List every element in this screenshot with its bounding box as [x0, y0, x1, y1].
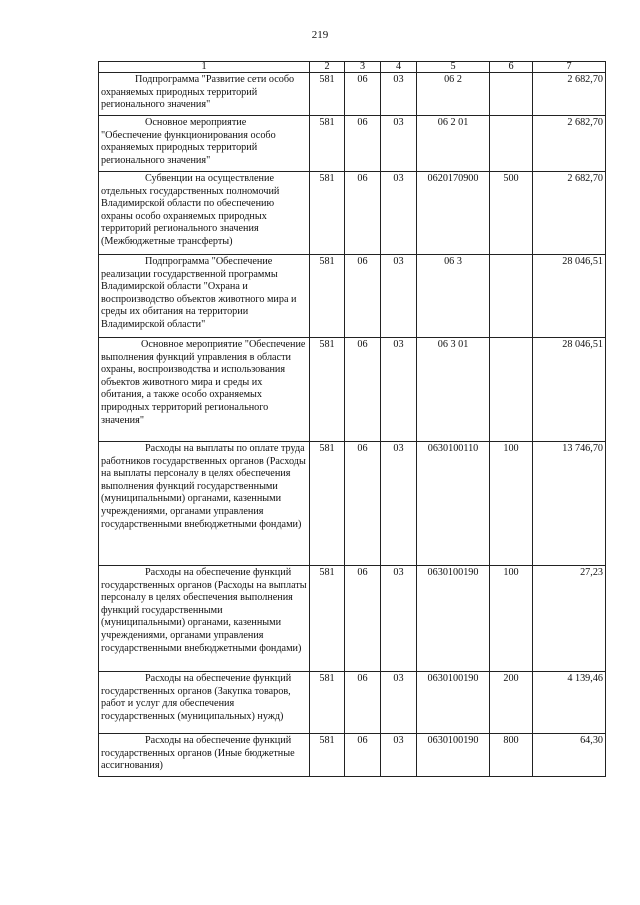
row-name: Основное мероприятие "Обеспечение выполнения функций управления в области охраны, воспроизводства и использования объектов животного мира и среды их обитания, а также особо охраняемых природных территорий регионального значения" [99, 338, 310, 442]
cell-target-article: 06 3 01 [417, 338, 490, 442]
cell-section: 06 [345, 566, 381, 672]
cell-target-article: 06 2 01 [417, 116, 490, 172]
cell-section: 06 [345, 442, 381, 566]
cell-target-article: 06 2 [417, 73, 490, 116]
row-name: Расходы на обеспечение функций государственных органов (Иные бюджетные ассигнования) [99, 734, 310, 777]
cell-section: 06 [345, 338, 381, 442]
cell-subsection: 03 [381, 73, 417, 116]
page-number: 219 [311, 29, 329, 41]
column-header: 4 [381, 62, 417, 73]
row-name: Расходы на обеспечение функций государственных органов (Расходы на выплаты персоналу в целях обеспечения выполнения функций государственными (муниципальными) органами, казенными учреждениями, органами управления государственными внебюджетными фондами) [99, 566, 310, 672]
table-row [99, 172, 606, 255]
column-header: 7 [533, 62, 606, 73]
row-name: Расходы на выплаты по оплате труда работников государственных органов (Расходы на выплаты персоналу в целях обеспечения выполнения функций государственными (муниципальными) органами, казенными учреждениями, органами управления государственными внебюджетными фондами) [99, 442, 310, 566]
cell-target-article: 0620170900 [417, 172, 490, 255]
table-row [99, 73, 606, 116]
cell-section: 06 [345, 172, 381, 255]
cell-amount: 64,30 [533, 734, 606, 777]
cell-subsection: 03 [381, 734, 417, 777]
cell-expense-type: 200 [490, 672, 533, 734]
row-name: Расходы на обеспечение функций государственных органов (Закупка товаров, работ и услуг для обеспечения государственных (муниципальных) нужд) [99, 672, 310, 734]
cell-subsection: 03 [381, 442, 417, 566]
table-row [99, 566, 606, 672]
column-header: 1 [99, 62, 310, 73]
cell-amount: 4 139,46 [533, 672, 606, 734]
cell-ministry: 581 [310, 442, 345, 566]
column-header: 6 [490, 62, 533, 73]
cell-target-article: 0630100190 [417, 566, 490, 672]
budget-table [98, 61, 606, 777]
cell-amount: 13 746,70 [533, 442, 606, 566]
cell-ministry: 581 [310, 338, 345, 442]
cell-amount: 2 682,70 [533, 116, 606, 172]
cell-expense-type [490, 73, 533, 116]
table-row [99, 116, 606, 172]
cell-subsection: 03 [381, 338, 417, 442]
cell-section: 06 [345, 255, 381, 338]
table-row [99, 338, 606, 442]
cell-subsection: 03 [381, 672, 417, 734]
row-name: Основное мероприятие "Обеспечение функционирования особо охраняемых природных территорий регионального значения" [99, 116, 310, 172]
cell-amount: 2 682,70 [533, 172, 606, 255]
cell-subsection: 03 [381, 172, 417, 255]
cell-expense-type [490, 255, 533, 338]
row-name: Субвенции на осуществление отдельных государственных полномочий Владимирской области по обеспечению охраны особо охраняемых природных территорий регионального значения (Межбюджетные трансферты) [99, 172, 310, 255]
cell-expense-type [490, 338, 533, 442]
cell-ministry: 581 [310, 734, 345, 777]
cell-section: 06 [345, 734, 381, 777]
cell-target-article: 0630100190 [417, 734, 490, 777]
cell-section: 06 [345, 73, 381, 116]
cell-amount: 28 046,51 [533, 255, 606, 338]
cell-amount: 2 682,70 [533, 73, 606, 116]
cell-expense-type: 500 [490, 172, 533, 255]
cell-section: 06 [345, 116, 381, 172]
column-header: 2 [310, 62, 345, 73]
table-row [99, 255, 606, 338]
cell-subsection: 03 [381, 255, 417, 338]
table-row [99, 442, 606, 566]
table-header-row [99, 62, 606, 73]
table-row [99, 672, 606, 734]
column-header: 3 [345, 62, 381, 73]
cell-subsection: 03 [381, 566, 417, 672]
cell-expense-type: 800 [490, 734, 533, 777]
cell-amount: 28 046,51 [533, 338, 606, 442]
cell-expense-type: 100 [490, 442, 533, 566]
cell-ministry: 581 [310, 255, 345, 338]
cell-target-article: 06 3 [417, 255, 490, 338]
cell-ministry: 581 [310, 172, 345, 255]
column-header: 5 [417, 62, 490, 73]
row-name: Подпрограмма "Развитие сети особо охраняемых природных территорий регионального значения" [99, 73, 310, 116]
cell-expense-type: 100 [490, 566, 533, 672]
cell-ministry: 581 [310, 672, 345, 734]
cell-subsection: 03 [381, 116, 417, 172]
cell-ministry: 581 [310, 566, 345, 672]
table-row [99, 734, 606, 777]
row-name: Подпрограмма "Обеспечение реализации государственной программы Владимирской области "Охрана и воспроизводство объектов животного мира и среды их обитания на территории Владимирской области" [99, 255, 310, 338]
cell-expense-type [490, 116, 533, 172]
cell-target-article: 0630100110 [417, 442, 490, 566]
cell-ministry: 581 [310, 116, 345, 172]
cell-section: 06 [345, 672, 381, 734]
cell-ministry: 581 [310, 73, 345, 116]
cell-target-article: 0630100190 [417, 672, 490, 734]
cell-amount: 27,23 [533, 566, 606, 672]
